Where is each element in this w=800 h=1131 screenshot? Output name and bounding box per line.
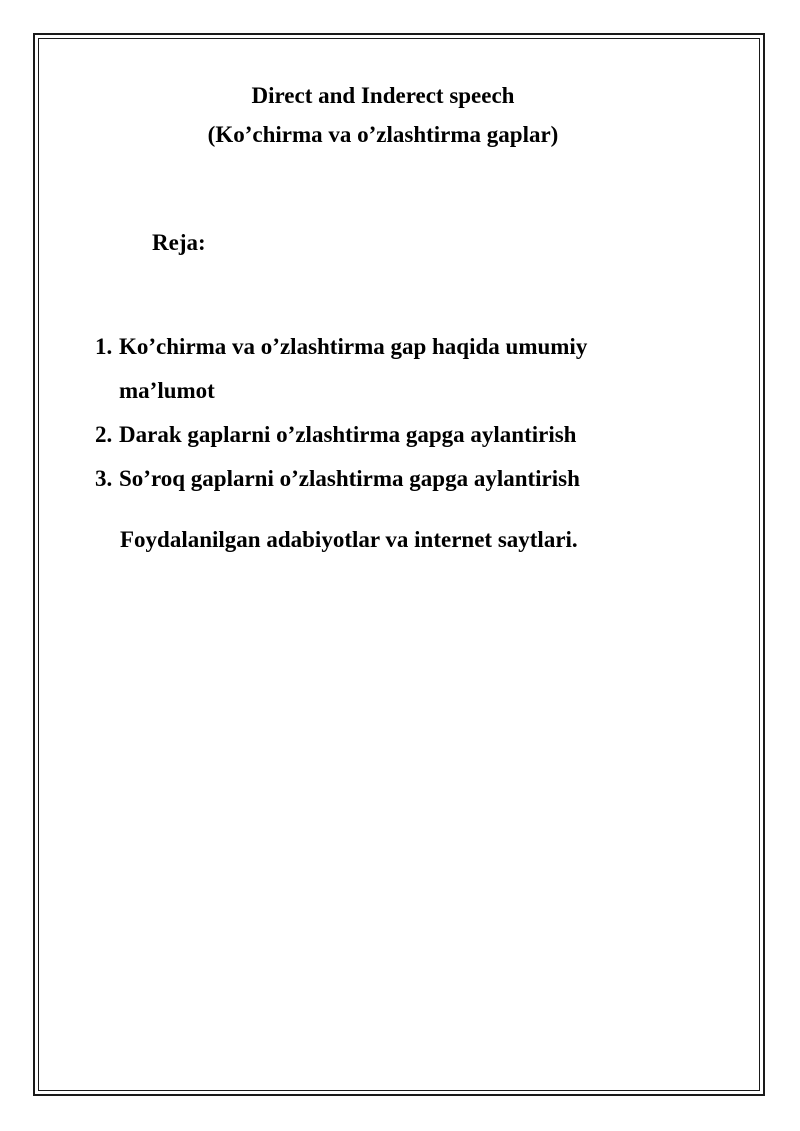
plan-heading: Reja: bbox=[152, 230, 206, 255]
plan-item-number: 1. bbox=[95, 334, 113, 359]
plan-item-text: Ko’chirma va o’zlashtirma gap haqida umumiy ma’lumot bbox=[119, 334, 588, 403]
document-title: Direct and Inderect speech bbox=[251, 83, 515, 108]
document-subtitle: (Ko’chirma va o’zlashtirma gaplar) bbox=[207, 122, 559, 147]
plan-item-text: So’roq gaplarni o’zlashtirma gapga aylantirish bbox=[119, 466, 580, 491]
plan-item-number: 3. bbox=[95, 466, 113, 491]
plan-item-number: 2. bbox=[95, 422, 113, 447]
references-line: Foydalanilgan adabiyotlar va internet saytlari. bbox=[120, 527, 578, 552]
plan-item-text: Darak gaplarni o’zlashtirma gapga aylantirish bbox=[119, 422, 577, 447]
page-border-inner bbox=[38, 38, 760, 1091]
